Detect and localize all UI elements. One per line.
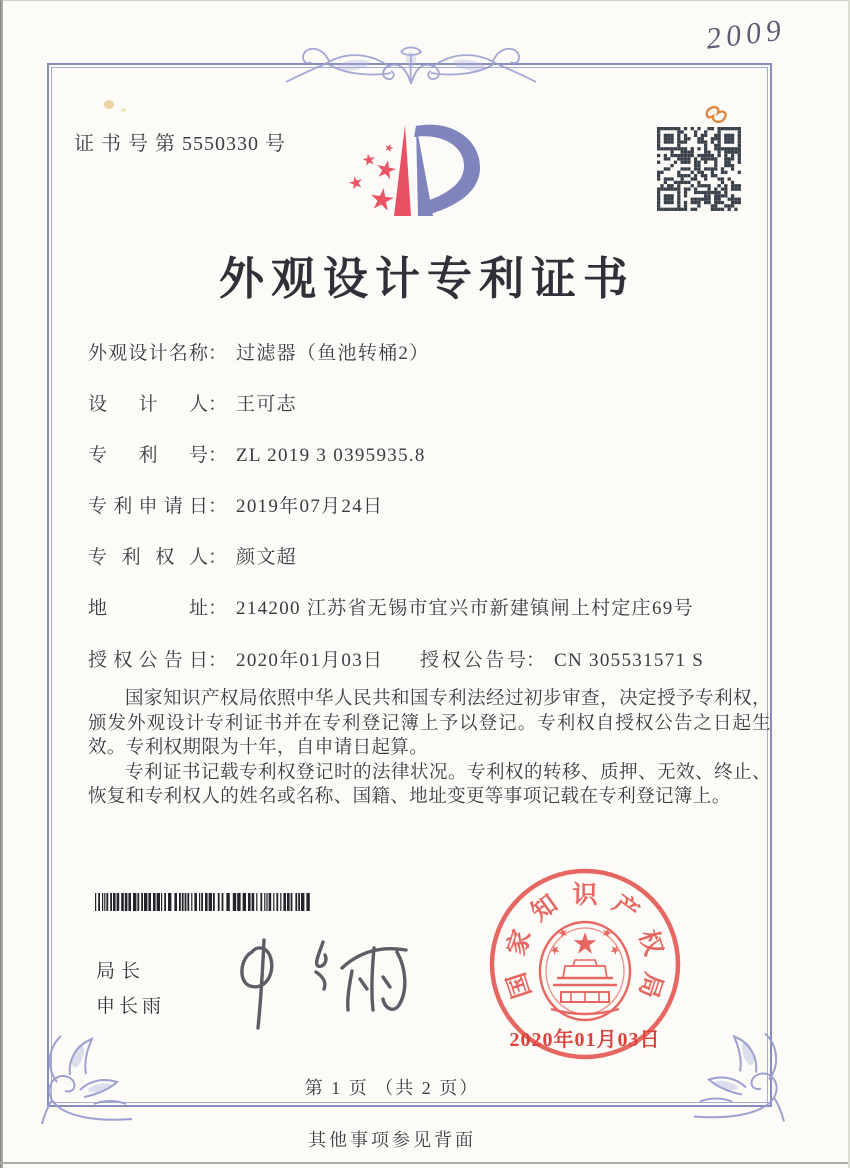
svg-text:家: 家 [503, 926, 537, 959]
certificate-field-row: 专 利 号 ： ZL 2019 3 0395935.8 [88, 445, 426, 467]
svg-text:国: 国 [503, 969, 537, 1002]
director-signature [230, 936, 428, 1034]
field-value: 王可志 [236, 394, 297, 416]
back-side-note: 其他事项参见背面 [308, 1130, 476, 1150]
seal-date: 2020年01月03日 [509, 1029, 661, 1051]
issuer-title: 局长 [96, 961, 147, 982]
issuer-name: 申长雨 [96, 996, 166, 1017]
scan-edge-bottom [0, 1162, 850, 1164]
cnipa-logo [332, 96, 537, 244]
svg-text:权: 权 [633, 926, 667, 959]
certificate-field-row: 外 观 设 计 名 称 ： 过滤器（鱼池转桶2） [88, 343, 430, 364]
logo-stars [348, 142, 398, 211]
scan-stain-dot [104, 100, 114, 109]
svg-text:知: 知 [526, 890, 563, 927]
certificate-title: 外观设计专利证书 [218, 254, 635, 304]
svg-text:产: 产 [607, 890, 644, 927]
scan-edge-left [0, 0, 3, 1168]
certificate-number: 证 书 号 第 5550330 号 [74, 133, 286, 155]
certificate-field-row: 地 址 ： 214200 江苏省无锡市宜兴市新建镇闸上村定庄69号 [88, 598, 694, 620]
scan-edge-top [0, 0, 850, 1]
certificate-field-row: 授 权 公 告 日 ： 2020年01月03日 授 权 公 告 号 ： CN 305531571 S [88, 647, 772, 675]
legal-paragraph-2: 专利证书记载专利权登记时的法律状况。专利权的转移、质押、无效、终止、恢复和专利权人的姓名或名称、国籍、地址变更等事项记载在专利登记簿上。 [88, 762, 771, 808]
seal-national-emblem [540, 922, 630, 1020]
scan-stain-dot-small [121, 108, 126, 112]
page-indicator: 第 1 页 （共 2 页） [304, 1078, 480, 1098]
certificate-fields [88, 340, 772, 698]
field-value: 2019年07月24日 [236, 496, 384, 518]
field-value: 颜文超 [236, 547, 297, 569]
field-value: 214200 江苏省无锡市宜兴市新建镇闸上村定庄69号 [236, 598, 694, 620]
barcode [95, 893, 313, 911]
certificate-field-row: 专 利 申 请 日 ： 2019年07月24日 [88, 496, 384, 518]
field-value: ZL 2019 3 0395935.8 [236, 445, 426, 467]
qr-code [657, 127, 741, 211]
legal-paragraph-1: 国家知识产权局依照中华人民共和国专利法经过初步审查，决定授予专利权，颁发外观设计专利证书并在专利登记簿上予以登记。专利权自授权公告之日起生效。专利权期限为十年，自申请日起算。 [88, 689, 771, 759]
field-value: 2020年01月03日 [236, 649, 384, 671]
handwritten-note: 2009 [704, 13, 788, 56]
certificate-field-row: 设 计 人 ： 王可志 [88, 394, 297, 416]
certificate-field-row: 专 利 权 人 ： 颜文超 [88, 547, 297, 569]
legal-text [88, 687, 771, 810]
svg-text:识: 识 [572, 882, 598, 909]
svg-text:局: 局 [633, 969, 667, 1002]
logo-red-wedge [394, 125, 411, 216]
field-value: 过滤器（鱼池转桶2） [236, 343, 430, 364]
certificate-field-secondary: 授 权 公 告 号 ： CN 305531571 S [420, 649, 705, 671]
